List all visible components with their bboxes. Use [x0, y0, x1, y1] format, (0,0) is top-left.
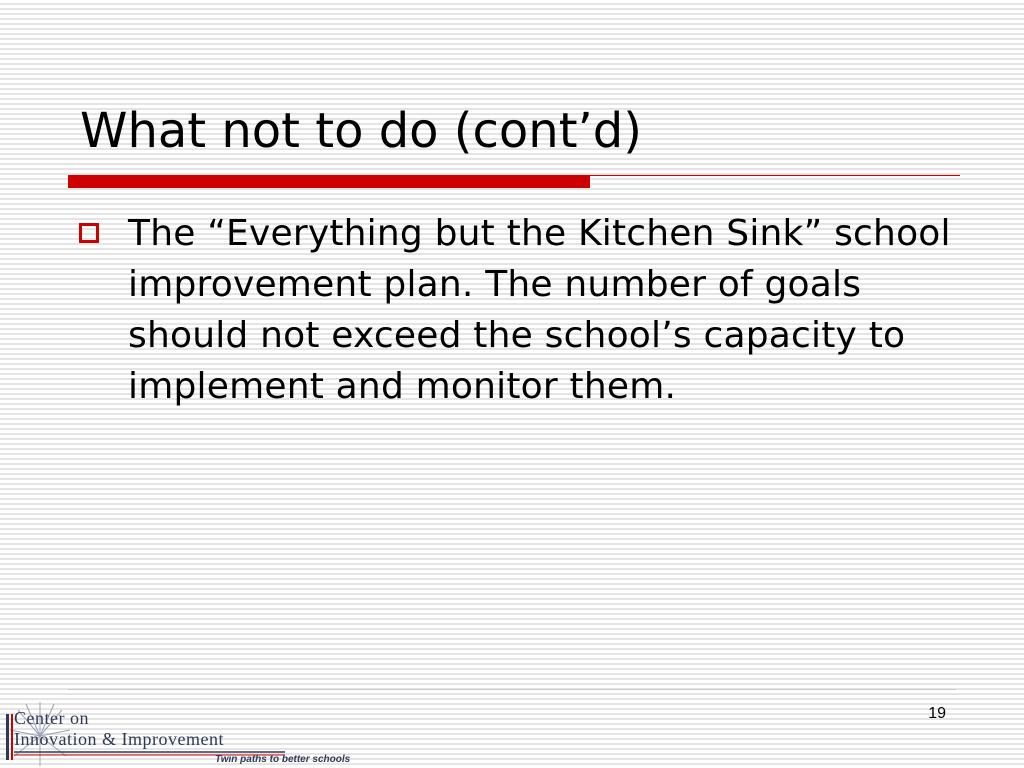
logo-bar-light — [11, 714, 13, 760]
center-on-innovation-logo — [0, 700, 360, 768]
footer-divider — [68, 689, 956, 690]
logo-line2: Innovation & Improvement — [14, 729, 224, 749]
logo-tagline: Twin paths to better schools — [215, 754, 351, 765]
logo-line1: Center on — [14, 708, 89, 728]
title-underline-thin — [590, 175, 960, 176]
slide-title: What not to do (cont’d) — [80, 103, 642, 159]
bullet-list — [70, 208, 950, 412]
logo-bar-dark — [6, 714, 9, 760]
bullet-item — [70, 208, 950, 412]
title-underline-accent — [68, 175, 590, 188]
page-number: 19 — [928, 705, 946, 722]
hollow-square-bullet-icon — [79, 223, 99, 243]
logo-graphic — [0, 700, 360, 768]
bullet-text: The “Everything but the Kitchen Sink” school improvement plan. The number of goals should not exceed the school’s capacity to implement and monitor them. — [128, 213, 951, 407]
